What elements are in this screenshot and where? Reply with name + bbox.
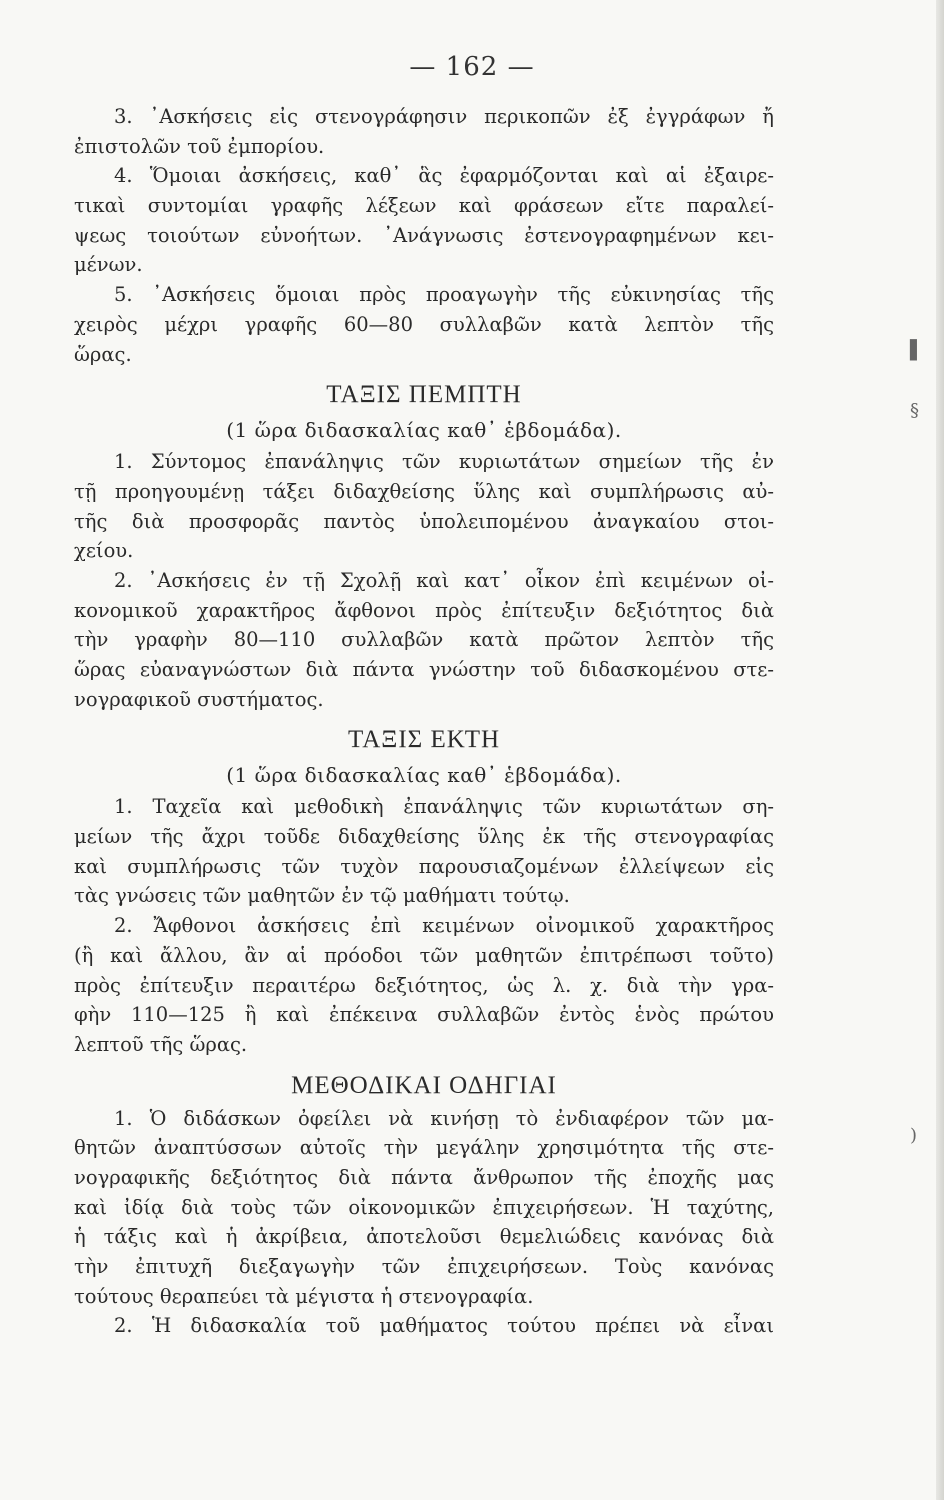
text-line: χείου. [74,539,134,563]
text-line: χειρὸς μέχρι γραφῆς 60—80 συλλαβῶν κατὰ λεπτὸν τῆς [74,312,774,336]
text-line: 1. Σύντομος ἐπανάληψις τῶν κυριωτάτων σημείων τῆς ἐν [114,450,774,474]
section-heading: ΤΑΞΙΣ ΠΕΜΠΤΗ [326,381,522,409]
text-line: νογραφικοῦ συστήματος. [74,687,324,711]
text-line: ψεως τοιούτων εὐνοήτων. ᾿Ανάγνωσις ἐστενογραφημένων κει- [74,223,774,247]
text-line: μείων τῆς ἄχρι τοῦδε διδαχθείσης ὕλης ἐκ τῆς στενογραφίας [74,825,774,849]
margin-mark: ▌ [910,340,924,361]
text-line: μένων. [74,253,143,277]
text-line: (ἢ καὶ ἄλλου, ἂν αἱ πρόοδοι τῶν μαθητῶν ἐπιτρέπωσι τοῦτο) [74,943,774,967]
margin-mark: ) [910,1125,918,1146]
text-line: 4. Ὅμοιαι ἀσκήσεις, καθ᾿ ἃς ἐφαρμόζονται καὶ αἱ ἐξαιρε- [114,164,774,188]
text-line: τῇ προηγουμένῃ τάξει διδαχθείσης ὕλης καὶ συμπλήρωσις αὐ- [74,479,774,503]
section-subheading: (1 ὥρα διδασκαλίας καθ᾿ ἑβδομάδα). [226,418,622,443]
text-line: νογραφικῆς δεξιότητος διὰ πάντα ἄνθρωπον τῆς ἐποχῆς μας [74,1165,774,1189]
text-line: 2. Ἡ διδασκαλία τοῦ μαθήματος τούτου πρέπει νὰ εἶναι [114,1314,774,1338]
text-line: τὰς γνώσεις τῶν μαθητῶν ἐν τῷ μαθήματι τούτῳ. [74,884,570,908]
text-line: 2. Ἄφθονοι ἀσκήσεις ἐπὶ κειμένων οἰνομικοῦ χαρακτῆρος [114,914,774,938]
text-line: πρὸς ἐπίτευξιν περαιτέρω δεξιότητος, ὡς λ. χ. διὰ τὴν γρα- [74,973,774,997]
text-line: κονομικοῦ χαρακτῆρος ἄφθονοι πρὸς ἐπίτευξιν δεξιότητος διὰ [74,598,774,622]
page-number: — 162 — [409,52,535,82]
text-line: φὴν 110—125 ἢ καὶ ἐπέκεινα συλλαβῶν ἐντὸς ἑνὸς πρώτου [74,1003,774,1027]
text-line: 1. Ὁ διδάσκων ὀφείλει νὰ κινήσῃ τὸ ἐνδιαφέρον τῶν μα- [114,1106,774,1130]
text-line: ἡ τάξις καὶ ἡ ἀκρίβεια, ἀποτελοῦσι θεμελιώδεις κανόνας διὰ [74,1225,774,1249]
text-line: ὥρας. [74,342,132,366]
section-heading: ΜΕΘΟΔΙΚΑΙ ΟΔΗΓΙΑΙ [291,1071,557,1099]
page-edge-shadow [936,0,944,1500]
text-line: τὴν ἐπιτυχῆ διεξαγωγὴν τῶν ἐπιχειρήσεων. Τοὺς κανόνας [74,1255,774,1278]
section-heading: ΤΑΞΙΣ ΕΚΤΗ [347,726,501,754]
text-line: 5. ᾿Ασκήσεις ὅμοιαι πρὸς προαγωγὴν τῆς εὐκινησίας τῆς [114,283,774,307]
page-body [74,102,774,1341]
text-line: τῆς διὰ προσφορᾶς παντὸς ὑπολειπομένου ἀναγκαίου στοι- [74,509,774,533]
text-line: καὶ συμπλήρωσις τῶν τυχὸν παρουσιαζομένων ἐλλείψεων εἰς [74,854,774,878]
section-subheading: (1 ὥρα διδασκαλίας καθ᾿ ἑβδομάδα). [226,763,622,788]
text-line: 3. ᾿Ασκήσεις εἰς στενογράφησιν περικοπῶν ἐξ ἐγγράφων ἤ [114,105,774,128]
text-line: τὴν γραφὴν 80—110 συλλαβῶν κατὰ πρῶτον λεπτὸν τῆς [74,628,774,652]
text-line: τικαὶ συντομίαι γραφῆς λέξεων καὶ φράσεων εἴτε παραλεί- [74,194,774,218]
text-line: θητῶν ἀναπτύσσων αὐτοῖς τὴν μεγάλην χρησιμότητα τῆς στε- [74,1136,774,1160]
text-line: ἐπιστολῶν τοῦ ἐμπορίου. [74,134,325,158]
text-line: 2. ᾿Ασκήσεις ἐν τῇ Σχολῇ καὶ κατ᾿ οἶκον ἐπὶ κειμένων οἰ- [114,568,774,592]
text-line: τούτους θεραπεύει τὰ μέγιστα ἡ στενογραφία. [74,1284,534,1308]
text-line: λεπτοῦ τῆς ὥρας. [74,1032,248,1056]
text-line: καὶ ἰδίᾳ διὰ τοὺς τῶν οἰκονομικῶν ἐπιχειρήσεων. Ἡ ταχύτης, [74,1195,774,1219]
text-line: 1. Ταχεῖα καὶ μεθοδικὴ ἐπανάληψις τῶν κυριωτάτων ση- [114,795,774,819]
text-line: ὥρας εὐαναγνώστων διὰ πάντα γνώστην τοῦ διδασκομένου στε- [74,658,774,681]
margin-mark: § [910,400,919,421]
